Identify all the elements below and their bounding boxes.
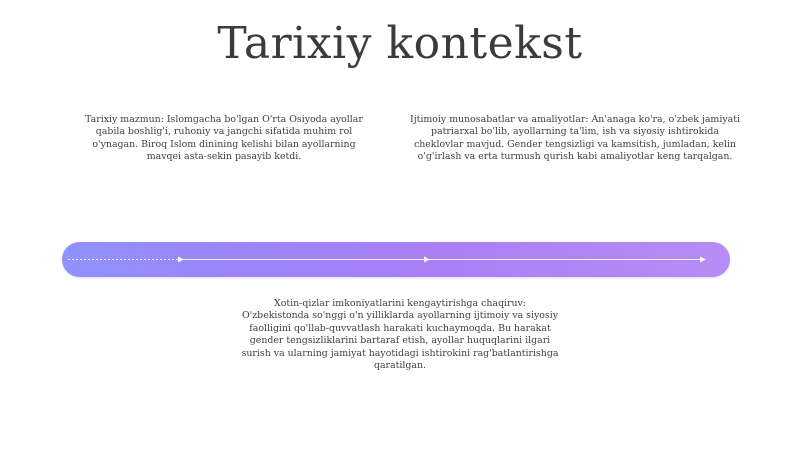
empowerment-call-text: Xotin-qizlar imkoniyatlarini kengaytirishga chaqiruv: O'zbekistonda so'nggi o'n yilliklarda ayollarning ijtimoiy va siyosiy faolligini qo'llab-quvvatlash harakati kuchaymoqda. Bu harakat gender tengsizliklarini bartaraf etish, ayollar huquqlarini ilgari surish va ularning jamiyat hayotidagi ishtirokini rag'batlantirishga qaratilgan.	[241, 298, 559, 372]
timeline-bar	[62, 242, 730, 277]
slide-title: Tarixiy kontekst	[217, 18, 583, 69]
social-relations-text: Ijtimoiy munosabatlar va amaliyotlar: An'anaga ko'ra, o'zbek jamiyati patriarxal bo'lib, ayollarning ta'lim, ish va siyosiy ishtirokida cheklovlar mavjud. Gender tengsizligi va kamsitish, jumladan, kelin o'g'irlash va erta turmush qurish kabi amaliyotlar keng tarqalgan.	[410, 114, 740, 163]
arrow-head-3-icon	[700, 257, 706, 263]
timeline-arrows	[62, 242, 730, 277]
historical-context-text: Tarixiy mazmun: Islomgacha bo'lgan O'rta Osiyoda ayollar qabila boshlig'i, ruhoniy va jangchi sifatida muhim rol o'ynagan. Biroq Islom dinining kelishi bilan ayollarning mavqei asta-sekin pasayib ketdi.	[85, 114, 363, 163]
arrow-head-1-icon	[178, 257, 184, 263]
arrow-head-2-icon	[424, 257, 430, 263]
